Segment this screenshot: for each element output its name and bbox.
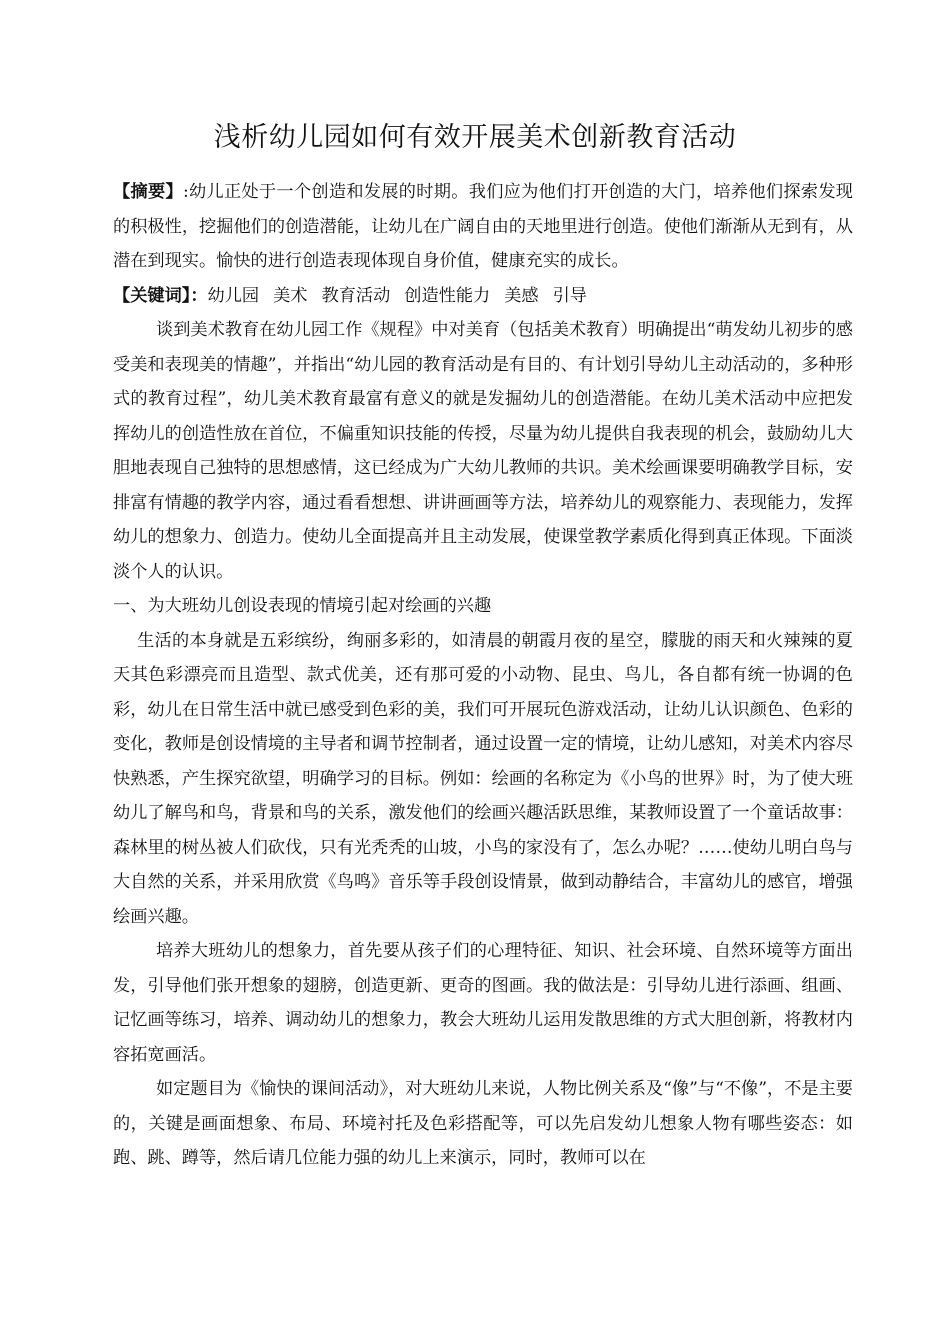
body-paragraph: 培养大班幼儿的想象力，首先要从孩子们的心理特征、知识、社会环境、自然环境等方面出发，引导他们张开想象的翅膀，创造更新、更奇的图画。我的做法是：引导幼儿进行添画、组画、记忆画等练习，培养、调动幼儿的想象力，教会大班幼儿运用发散思维的方式大胆创新，将教材内容拓宽画活。 [113, 941, 853, 1065]
section-heading: 一、为大班幼儿创设表现的情境引起对绘画的兴趣 [113, 596, 492, 616]
abstract-label: 【摘要】 [113, 182, 183, 202]
document-body [113, 175, 853, 1176]
keyword: 美术 [273, 285, 308, 306]
document-title: 浅析幼儿园如何有效开展美术创新教育活动 [213, 122, 737, 153]
keyword: 美感 [504, 285, 539, 306]
body-paragraph: 生活的本身就是五彩缤纷，绚丽多彩的，如清晨的朝霞月夜的星空，朦胧的雨天和火辣辣的夏天其色彩漂亮而且造型、款式优美，还有那可爱的小动物、昆虫、鸟儿，各自都有统一协调的色彩，幼儿在日常生活中就已感受到色彩的美，我们可开展玩色游戏活动，让幼儿认识颜色、色彩的变化，教师是创设情境的主导者和调节控制者，通过设置一定的情境，让幼儿感知，对美术内容尽快熟悉，产生探究欲望，明确学习的目标。例如：绘画的名称定为《小鸟的世界》时，为了使大班幼儿了解鸟和鸟，背景和鸟的关系，激发他们的绘画兴趣活跃思维，某教师设置了一个童话故事：森林里的树丛被人们砍伐，只有光秃秃的山坡，小鸟的家没有了，怎么办呢？……使幼儿明白鸟与大自然的关系，并采用欣赏《鸟鸣》音乐等手段创设情景，做到动静结合，丰富幼儿的感官，增强绘画兴趣。 [113, 630, 853, 927]
keyword: 幼儿园 [207, 285, 260, 306]
body-paragraph: 如定题目为《愉快的课间活动》，对大班幼儿来说，人物比例关系及“像”与“不像”，不是主要的，关键是画面想象、布局、环境衬托及色彩搭配等，可以先启发幼儿想象人物有哪些姿态：如跑、跳、蹲等，然后请几位能力强的幼儿上来演示，同时，教师可以在 [113, 1079, 853, 1168]
keyword: 创造性能力 [404, 285, 491, 306]
keywords-row [113, 279, 853, 314]
intro-paragraph: 谈到美术教育在幼儿园工作《规程》中对美育（包括美术教育）明确提出“萌发幼儿初步的感受美和表现美的情趣”，并指出“幼儿园的教育活动是有目的、有计划引导幼儿主动活动的，多种形式的教育过程”，幼儿美术教育最富有意义的就是发掘幼儿的创造潜能。在幼儿美术活动中应把发挥幼儿的创造性放在首位，不偏重知识技能的传授，尽量为幼儿提供自我表现的机会，鼓励幼儿大胆地表现自己独特的思想感情，这已经成为广大幼儿教师的共识。美术绘画课要明确教学目标，安排富有情趣的教学内容，通过看看想想、讲讲画画等方法，培养幼儿的观察能力、表现能力，发挥幼儿的想象力、创造力。使幼儿全面提高并且主动发展，使课堂教学素质化得到真正体现。下面淡淡个人的认识。 [113, 320, 853, 582]
abstract-paragraph [113, 175, 853, 279]
abstract-text: :幼儿正处于一个创造和发展的时期。我们应为他们打开创造的大门，培养他们探索发现的积极性，挖掘他们的创造潜能，让幼儿在广阔自由的天地里进行创造。使他们渐渐从无到有，从潜在到现实。愉快的进行创造表现体现自身价值，健康充实的成长。 [113, 182, 853, 271]
keywords-label: 【关键词】： [113, 285, 208, 306]
keyword: 教育活动 [321, 285, 391, 306]
keyword: 引导 [552, 285, 587, 306]
